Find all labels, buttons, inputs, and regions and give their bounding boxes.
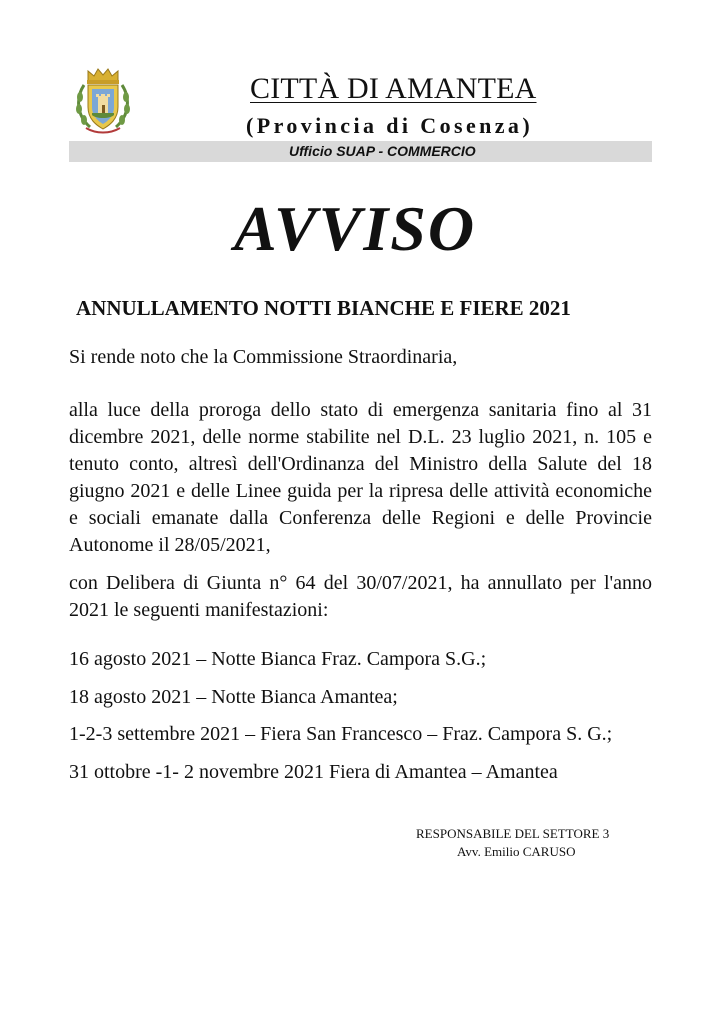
event-item: 31 ottobre -1- 2 novembre 2021 Fiera di Amantea – Amantea [69, 761, 558, 783]
office-label: Ufficio SUAP - COMMERCIO [289, 143, 476, 159]
notice-subject: ANNULLAMENTO NOTTI BIANCHE E FIERE 2021 [76, 296, 571, 320]
notice-body: alla luce della proroga dello stato di emergenza sanitaria fino al 31 dicembre 2021, delle norme stabilite nel D.L. 23 luglio 2021, n. 105 e tenuto conto, altresì dell'Ordinanza del Ministro della Salute del 18 giugno 2021 e delle Linee guida per la ripresa delle attività economiche e sociali emanate dalla Conferenza delle Regioni e delle Provincie Autonome il 28/05/2021, [69, 399, 652, 556]
notice-intro: Si rende noto che la Commissione Straordinaria, [69, 346, 458, 368]
event-item: 18 agosto 2021 – Notte Bianca Amantea; [69, 686, 398, 708]
city-crest-icon [72, 67, 134, 135]
province-subtitle: (Provincia di Cosenza) [246, 113, 534, 138]
notice-heading: AVVISO [234, 193, 477, 264]
event-item: 1-2-3 settembre 2021 – Fiera San Francesco – Fraz. Campora S. G.; [69, 723, 613, 745]
notice-delibera: con Delibera di Giunta n° 64 del 30/07/2021, ha annullato per l'anno 2021 le seguenti manifestazioni: [69, 572, 652, 621]
signature-role: RESPONSABILE DEL SETTORE 3 [416, 826, 610, 841]
city-title: CITTÀ DI AMANTEA [250, 72, 537, 105]
event-item: 16 agosto 2021 – Notte Bianca Fraz. Campora S.G.; [69, 648, 487, 670]
signature-name: Avv. Emilio CARUSO [457, 844, 576, 859]
